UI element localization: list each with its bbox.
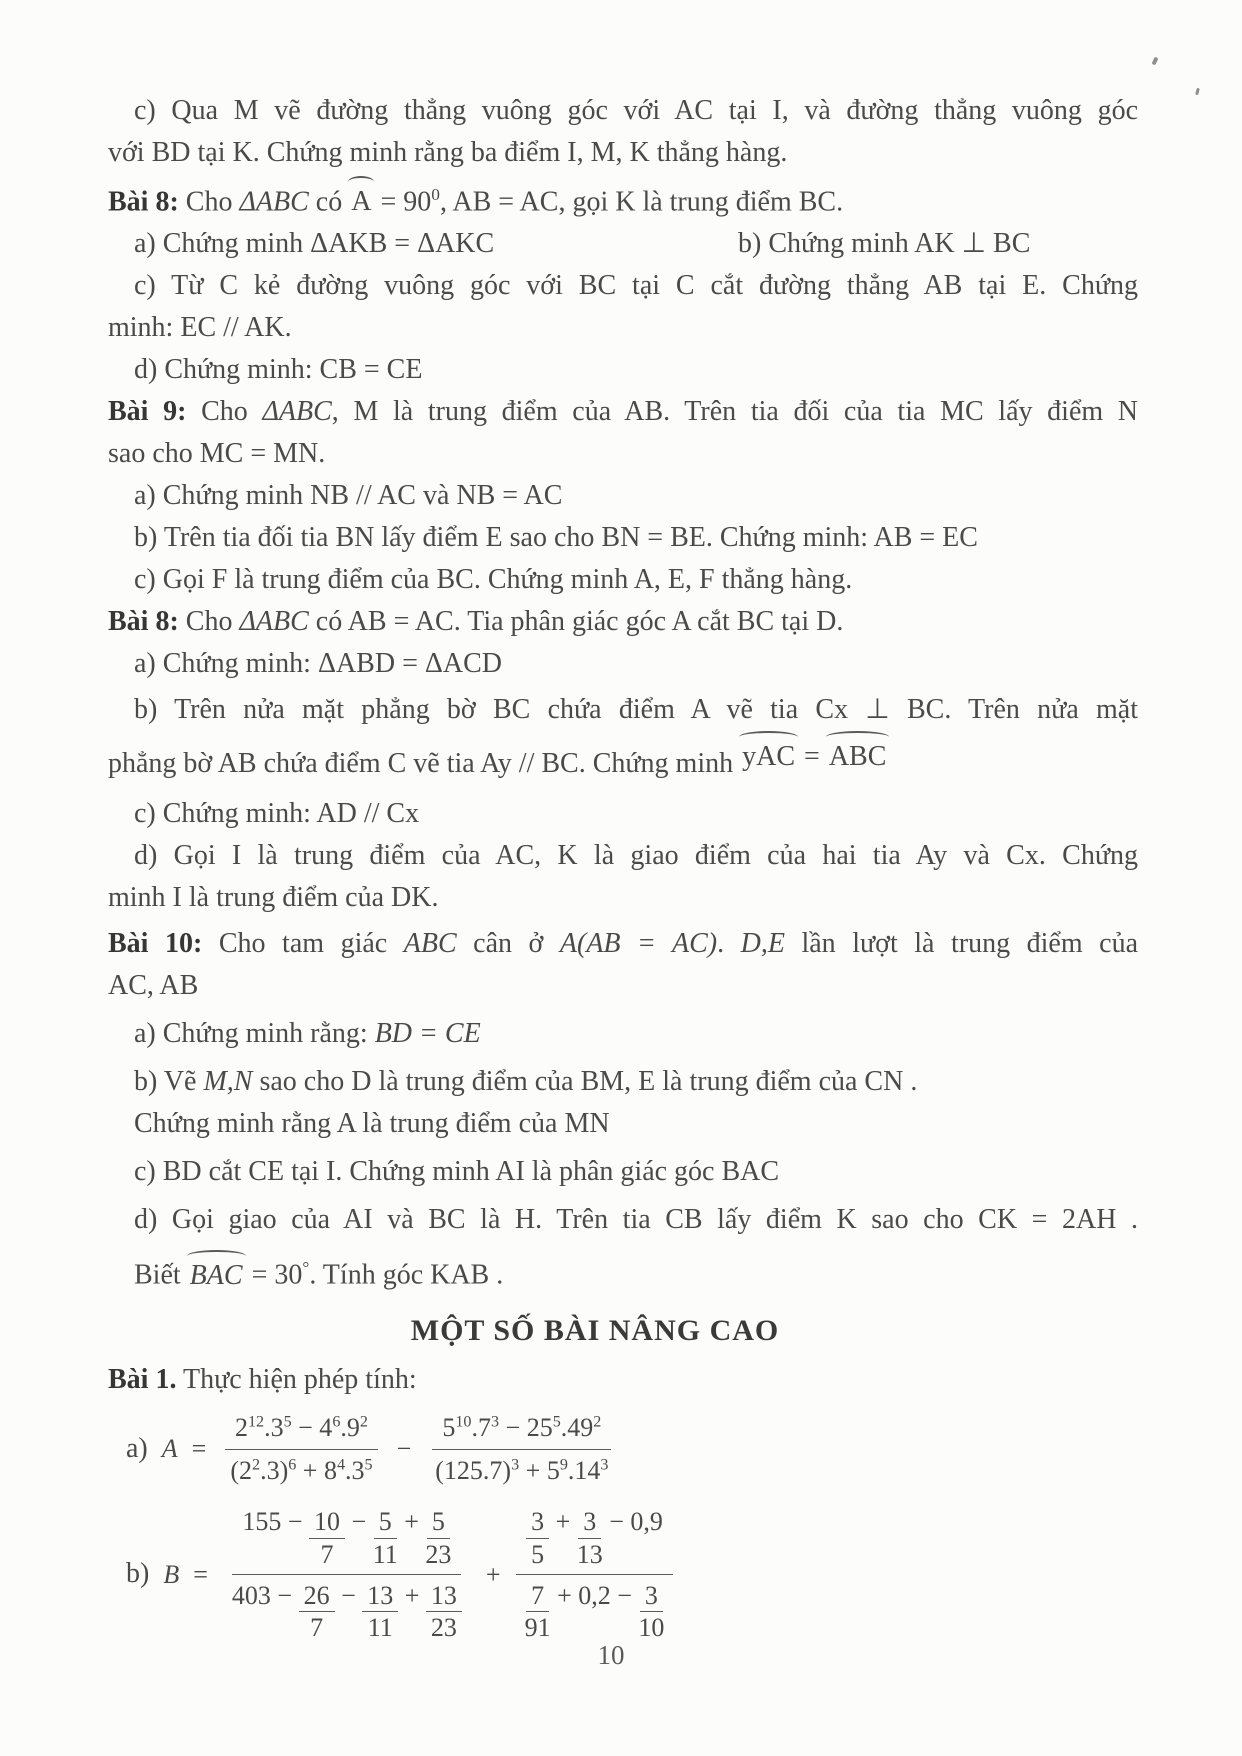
fraction: $\frac{3}{13}$ bbox=[576, 1507, 603, 1569]
fraction: $\frac{3}{10}$ bbox=[638, 1581, 665, 1643]
item-8c-cont: minh: EC // AK. bbox=[108, 312, 292, 344]
degree-symbol: ° bbox=[302, 1258, 310, 1278]
plus-operator: + bbox=[485, 1559, 501, 1589]
a-ab-ac: A(AB = AC) bbox=[559, 928, 718, 960]
fraction: $\frac{2^{12}.3^5 - 4^6.9^2}{(2^2.3)^6 + 8^4.3^5}$ bbox=[220, 1411, 382, 1488]
fraction: $\frac{3}{5}$ + $\frac{3}{13}$ − 0,9 $\frac{7}{91}$ + 0,2 − $\frac{3}{10}$ bbox=[515, 1505, 675, 1643]
cx-perp-bc-formula: Cx ⊥ BC bbox=[815, 694, 945, 726]
bai-8-heading: Bài 8: Cho ΔABC có $A = 90^0$, AB = AC, gọi K là trung điểm BC. bbox=[108, 174, 1138, 223]
formula-a: a) A = $\frac{2^{12}.3^5 - 4^6.9^2}{(2^2.3)^6 + 8^4.3^5}$ − $\frac{5^{10}.7^3 - 25^5.49^2}{(125.7)^3 + 5^9.14^3}$ bbox=[108, 1411, 1138, 1488]
fraction: $\frac{3}{5}$ bbox=[526, 1508, 549, 1568]
item-10a: a) Chứng minh rằng: BD = CE bbox=[134, 1018, 481, 1050]
bai-10-label: Bài 10: bbox=[108, 928, 203, 960]
item-b-cx: b) Trên nửa mặt phẳng bờ BC chứa điểm A vẽ tia Cx ⊥ BC. Trên nửa mặt bbox=[134, 694, 1139, 726]
item-d-cont: minh I là trung điểm của DK. bbox=[108, 882, 439, 914]
page-number: 10 bbox=[597, 1640, 625, 1670]
minus-operator: − bbox=[396, 1434, 412, 1464]
points-m-n: M,N bbox=[203, 1066, 253, 1098]
variable-a: A bbox=[161, 1434, 178, 1464]
item-10b-cont: Chứng minh rằng A là trung điểm của MN bbox=[134, 1108, 610, 1140]
bai-8b-label: Bài 8: bbox=[108, 606, 179, 638]
triangle-abc: ΔABC bbox=[239, 606, 309, 638]
item-8c: c) Từ C kẻ đường vuông góc với BC tại C cắt đường thẳng AB tại E. Chứng bbox=[134, 270, 1138, 302]
points-d-e: D,E bbox=[740, 928, 785, 960]
item-8d: d) Chứng minh: CB = CE bbox=[134, 354, 423, 386]
item-10d-cont: Biết BAC = 30°. Tính góc KAB . bbox=[108, 1247, 1138, 1296]
item-d-goi-i: d) Gọi I là trung điểm của AC, K là giao điểm của hai tia Ay và Cx. Chứng bbox=[134, 840, 1138, 872]
fraction: $\frac{5}{11}$ bbox=[372, 1507, 398, 1569]
triangle-abc: ΔABC bbox=[239, 186, 309, 218]
line-8ab bbox=[108, 223, 1138, 265]
item-9a: a) Chứng minh NB // AC và NB = AC bbox=[134, 480, 563, 512]
fraction: $\frac{5}{23}$ bbox=[425, 1507, 452, 1569]
item-10b: b) Vẽ M,N sao cho D là trung điểm của BM, E là trung điểm của CN . bbox=[134, 1066, 918, 1098]
angle-equation: yAC = ABC bbox=[740, 736, 888, 778]
item-8b: b) Chứng minh AK ⊥ BC bbox=[738, 228, 1031, 260]
bd-ce-formula: BD = CE bbox=[374, 1018, 481, 1050]
formula-b-label: b) bbox=[126, 1558, 150, 1590]
line-c-qua-m: c) Qua M vẽ đường thẳng vuông góc với AC tại I, và đường thẳng vuông góc bbox=[134, 95, 1138, 126]
fraction: $\frac{13}{23}$ bbox=[426, 1582, 462, 1642]
angle-bac-hat: BAC bbox=[188, 1255, 245, 1297]
item-a-abd: a) Chứng minh: ΔABD = ΔACD bbox=[134, 648, 502, 680]
item-c-ad-cx: c) Chứng minh: AD // Cx bbox=[134, 798, 420, 830]
bai-10-cont: AC, AB bbox=[108, 970, 199, 1002]
formula-b: b) B = 155 − $\frac{10}{7}$ − $\frac{5}{11}$ + $\frac{5}{23}$ 403 − $\frac{26}{7}$ − $\frac{13}{11}$ + $\frac{13}{23}$ + $\frac{3}{5}$ + $\frac{3}{13}$ − 0,9 $\frac{7}{91}$ + 0,2 − $\frac{3}{10}$ bbox=[108, 1505, 1138, 1643]
fraction: $\frac{13}{11}$ bbox=[362, 1582, 398, 1642]
degree-exponent: 0 bbox=[431, 185, 440, 204]
bai-8b-heading: Bài 8: Cho ΔABC có AB = AC. Tia phân giác góc A cắt BC tại D. bbox=[108, 606, 844, 638]
bai-8-label: Bài 8: bbox=[108, 186, 179, 218]
fraction: $\frac{26}{7}$ bbox=[299, 1582, 335, 1642]
triangle-abc-name: ABC bbox=[403, 928, 457, 960]
bai-1-heading: Bài 1. Thực hiện phép tính: bbox=[108, 1363, 417, 1395]
bai-9-label: Bài 9: bbox=[108, 396, 187, 428]
item-10c: c) BD cắt CE tại I. Chứng minh AI là phân giác góc BAC bbox=[134, 1156, 780, 1188]
item-9b: b) Trên tia đối tia BN lấy điểm E sao cho BN = BE. Chứng minh: AB = EC bbox=[134, 522, 978, 554]
line-yac-abc: phẳng bờ AB chứa điểm C vẽ tia Ay // BC. Chứng minh yAC = ABC bbox=[108, 743, 1138, 785]
bai-9-heading: Bài 9: Cho ΔABC, M là trung điểm của AB. Trên tia đối của tia MC lấy điểm N bbox=[108, 396, 1139, 428]
item-10d: d) Gọi giao của AI và BC là H. Trên tia CB lấy điểm K sao cho CK = 2AH . bbox=[134, 1204, 1138, 1236]
bai-9-cont: sao cho MC = MN. bbox=[108, 438, 326, 470]
angle-a-hat: A bbox=[349, 181, 373, 223]
bai-1-label: Bài 1. bbox=[108, 1363, 177, 1395]
fraction: $\frac{10}{7}$ bbox=[309, 1508, 345, 1568]
fraction: $\frac{7}{91}$ bbox=[524, 1581, 551, 1643]
item-9c: c) Gọi F là trung điểm của BC. Chứng minh A, E, F thẳng hàng. bbox=[134, 564, 853, 596]
formula-a-label: a) bbox=[126, 1432, 148, 1464]
line-voi-bd: với BD tại K. Chứng minh rằng ba điểm I, M, K thẳng hàng. bbox=[108, 137, 788, 168]
angle-abc-hat: ABC bbox=[827, 736, 889, 778]
angle-yac-hat: yAC bbox=[740, 736, 797, 778]
variable-b: B bbox=[163, 1559, 180, 1589]
bai-10-heading: Bài 10: Cho tam giác ABC cân ở A(AB = AC). D,E lần lượt là trung điểm của bbox=[108, 928, 1139, 960]
item-8a: a) Chứng minh ΔAKB = ΔAKC bbox=[134, 228, 495, 260]
fraction: $\frac{5^{10}.7^3 - 25^5.49^2}{(125.7)^3 + 5^9.14^3}$ bbox=[425, 1411, 618, 1488]
fraction: 155 − $\frac{10}{7}$ − $\frac{5}{11}$ + $\frac{5}{23}$ 403 − $\frac{26}{7}$ − $\frac{13}{11}$ + $\frac{13}{23}$ bbox=[222, 1505, 472, 1643]
triangle-abc: ΔABC bbox=[262, 396, 332, 428]
section-heading: MỘT SỐ BÀI NÂNG CAO bbox=[410, 1313, 780, 1347]
